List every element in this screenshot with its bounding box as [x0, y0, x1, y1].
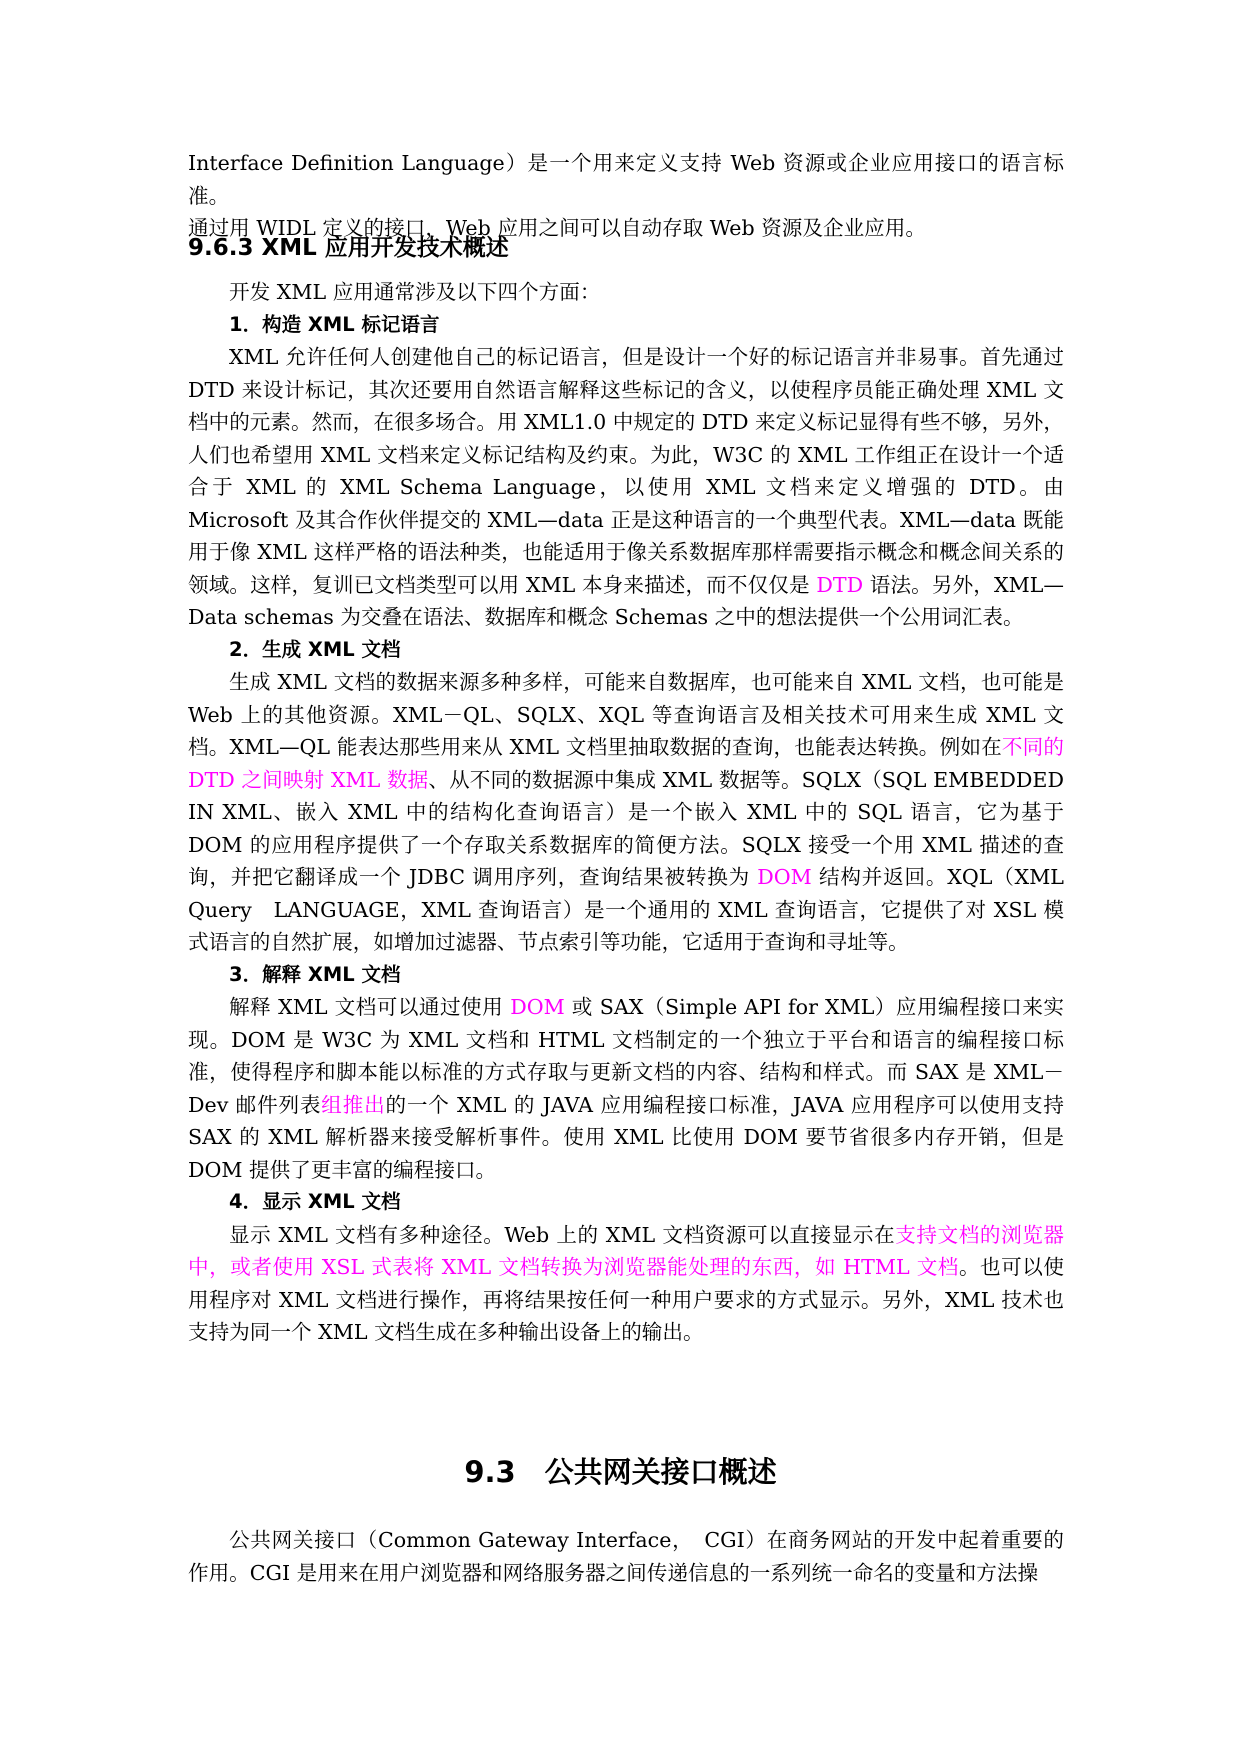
item-2-title: 2．生成 XML 文档	[229, 637, 401, 661]
highlight-browser-display: 支持文档的浏览器中，或者使用 XSL 式表将 XML 文档转换为浏览器能处理的东西，如 HTML 文档	[188, 1222, 1064, 1279]
highlight-dom: DOM	[757, 865, 812, 889]
intro-paragraph	[188, 147, 1064, 245]
chapter-paragraph: 公共网关接口（Common Gateway Interface， CGI）在商务网站的开发中起着重要的作用。CGI 是用来在用户浏览器和网络服务器之间传递信息的一系列统一命名的变量和方法操	[188, 1528, 1064, 1585]
item-4-body: 显示 XML 文档有多种途径。Web 上的 XML 文档资源可以直接显示在支持文档的浏览器中，或者使用 XSL 式表将 XML 文档转换为浏览器能处理的东西，如 HTML 文档。也可以使用程序对 XML 文档进行操作，再将结果按任何一种用户要求的方式显示。另外，XML 技术也支持为同一个 XML 文档生成在多种输出设备上的输出。	[188, 1222, 1065, 1344]
item-1-body: XML 允许任何人创建他自己的标记语言，但是设计一个好的标记语言并非易事。首先通过 DTD 来设计标记，其次还要用自然语言解释这些标记的含义，以使程序员能正确处理 XML 文档中的元素。然而，在很多场合。用 XML1.0 中规定的 DTD 来定义标记显得有些不够，另外，人们也希望用 XML 文档来定义标记结构及约束。为此，W3C 的 XML 工作组正在设计一个适合于 XML 的 XML Schema Language，以使用 XML 文档来定义增强的 DTD。由 Microsoft 及其合作伙伴提交的 XML—data 正是这种语言的一个典型代表。XML—data 既能用于像 XML 这样严格的语法种类，也能适用于像关系数据库那样需要指示概念和概念间关系的领域。这样，复训已文档类型可以用 XML 本身来描述，而不仅仅是 DTD 语法。另外，XML—Data schemas 为交叠在语法、数据库和概念 Schemas 之中的想法提供一个公用词汇表。	[188, 345, 1065, 629]
chapter-heading: 9.3 公共网关接口概述	[464, 1455, 777, 1489]
section-lead: 开发 XML 应用通常涉及以下四个方面：	[229, 280, 601, 304]
section-body	[188, 276, 1064, 1349]
item-1-title: 1．构造 XML 标记语言	[229, 312, 440, 336]
chapter-body	[188, 1524, 1064, 1589]
intro-line-1: Interface Definition Language）是一个用来定义支持 Web 资源或企业应用接口的语言标准。	[188, 151, 1064, 208]
item-4-title: 4．显示 XML 文档	[229, 1190, 401, 1213]
section-heading: 9.6.3 XML 应用开发技术概述	[188, 235, 509, 261]
intro-line-2: 通过用 WIDL 定义的接口，Web 应用之间可以自动存取 Web 资源及企业应用。	[188, 216, 926, 240]
highlight-dom: DOM	[510, 995, 565, 1019]
highlight-dtd-mapping: 不同的 DTD 之间映射 XML 数据	[188, 735, 1064, 792]
highlight-dtd: DTD	[816, 572, 864, 597]
item-3-body: 解释 XML 文档可以通过使用 DOM 或 SAX（Simple API for XML）应用编程接口来实现。DOM 是 W3C 为 XML 文档和 HTML 文档制定的一个独立于平台和语言的编程接口标准，使得程序和脚本能以标准的方式存取与更新文档的内容、结构和样式。而 SAX 是 XML－Dev 邮件列表组推出的一个 XML 的 JAVA 应用编程接口标准，JAVA 应用程序可以使用支持 SAX 的 XML 解析器来接受解析事件。使用 XML 比使用 DOM 要节省很多内存开销，但是 DOM 提供了更丰富的编程接口。	[188, 995, 1064, 1182]
item-3-title: 3．解释 XML 文档	[229, 962, 401, 986]
highlight-group: 组推出	[321, 1092, 386, 1117]
item-2-body: 生成 XML 文档的数据来源多种多样，可能来自数据库，也可能来自 XML 文档，也可能是 Web 上的其他资源。XML－QL、SQLX、XQL 等查询语言及相关技术可用来生成 XML 文档。XML—QL 能表达那些用来从 XML 文档里抽取数据的查询，也能表达转换。例如在不同的 DTD 之间映射 XML 数据、从不同的数据源中集成 XML 数据等。SQLX（SQL EMBEDDED IN XML、嵌入 XML 中的结构化查询语言）是一个嵌入 XML 中的 SQL 语言，它为基于 DOM 的应用程序提供了一个存取关系数据库的简便方法。SQLX 接受一个用 XML 描述的查询，并把它翻译成一个 JDBC 调用序列，查询结果被转换为 DOM 结构并返回。XQL（XML Query LANGUAGE，XML 查询语言）是一个通用的 XML 查询语言，它提供了对 XSL 模式语言的自然扩展，如增加过滤器、节点索引等功能，它适用于查询和寻址等。	[188, 670, 1064, 954]
